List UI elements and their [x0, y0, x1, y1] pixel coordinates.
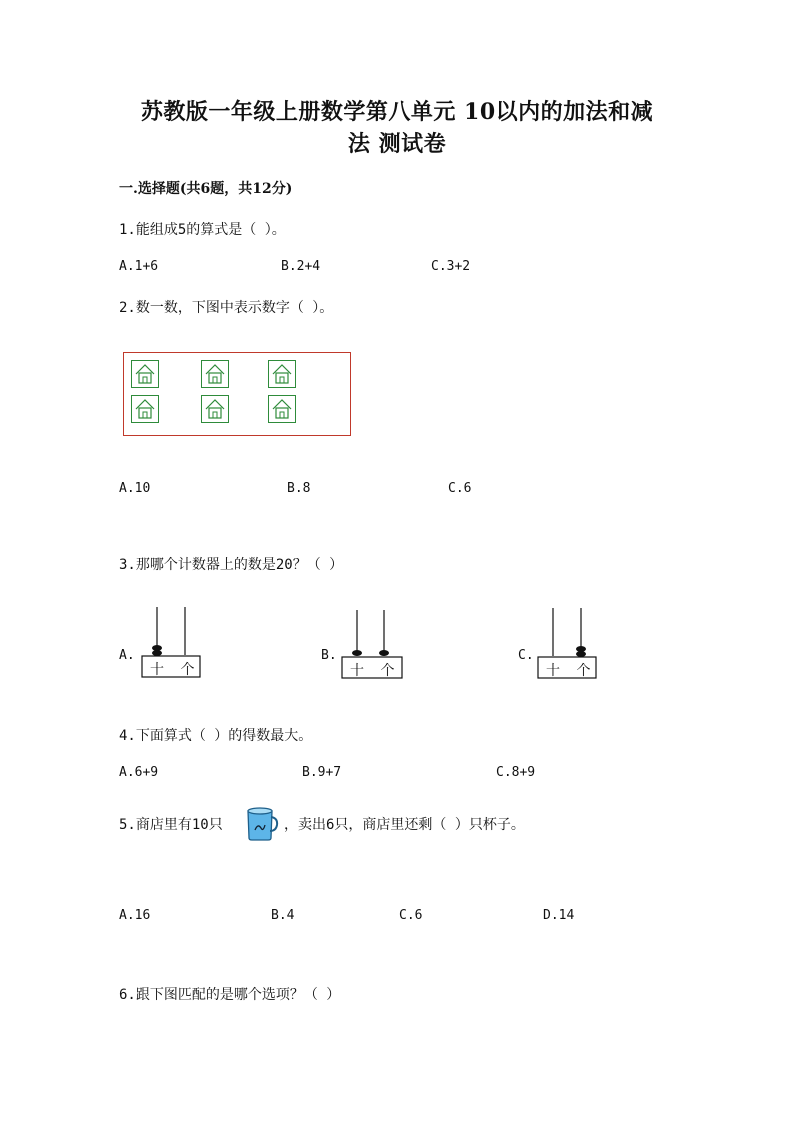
house-icon	[268, 360, 296, 388]
q5-option-a[interactable]: A.16	[119, 908, 151, 923]
question-4-text: 4.下面算式（ ）的得数最大。	[119, 728, 313, 744]
q4-option-b[interactable]: B.9+7	[302, 765, 342, 780]
q1-option-a[interactable]: A.1+6	[119, 259, 159, 274]
houses-figure	[123, 352, 351, 436]
cup-icon	[244, 806, 280, 842]
q2-option-c[interactable]: C.6	[448, 481, 472, 496]
question-5-text-before: 5.商店里有10只	[119, 817, 223, 833]
q5-option-c[interactable]: C.6	[399, 908, 423, 923]
q2-option-b[interactable]: B.8	[287, 481, 311, 496]
page-title	[110, 96, 684, 160]
title-line-2: 法 测试卷	[347, 131, 447, 157]
abacus-b-label: 十 个	[350, 663, 401, 679]
house-icon	[131, 395, 159, 423]
house-icon	[268, 395, 296, 423]
question-6-text: 6.跟下图匹配的是哪个选项？（ ）	[119, 987, 341, 1003]
q3-option-c[interactable]: C.	[518, 648, 534, 663]
question-1-text: 1.能组成5的算式是（ ）。	[119, 222, 286, 238]
abacus-c-label: 十 个	[546, 663, 597, 679]
q1-option-c[interactable]: C.3+2	[431, 259, 471, 274]
title-line-1: 苏教版一年级上册数学第八单元 10以内的加法和减	[140, 99, 654, 125]
q4-option-c[interactable]: C.8+9	[496, 765, 536, 780]
q5-option-d[interactable]: D.14	[543, 908, 575, 923]
abacus-a-label: 十 个	[150, 662, 201, 678]
section-heading: 一.选择题(共6题，共12分)	[119, 181, 293, 197]
q1-option-b[interactable]: B.2+4	[281, 259, 321, 274]
question-2-text: 2.数一数，下图中表示数字（ ）。	[119, 300, 334, 316]
house-icon	[131, 360, 159, 388]
q2-option-a[interactable]: A.10	[119, 481, 151, 496]
question-5-text-after: ，卖出6只，商店里还剩（ ）只杯子。	[284, 817, 525, 833]
q4-option-a[interactable]: A.6+9	[119, 765, 159, 780]
house-icon	[201, 395, 229, 423]
q3-option-b[interactable]: B.	[321, 648, 337, 663]
q5-option-b[interactable]: B.4	[271, 908, 295, 923]
q3-option-a[interactable]: A.	[119, 648, 135, 663]
question-3-text: 3.那哪个计数器上的数是20？（ ）	[119, 557, 344, 573]
house-icon	[201, 360, 229, 388]
